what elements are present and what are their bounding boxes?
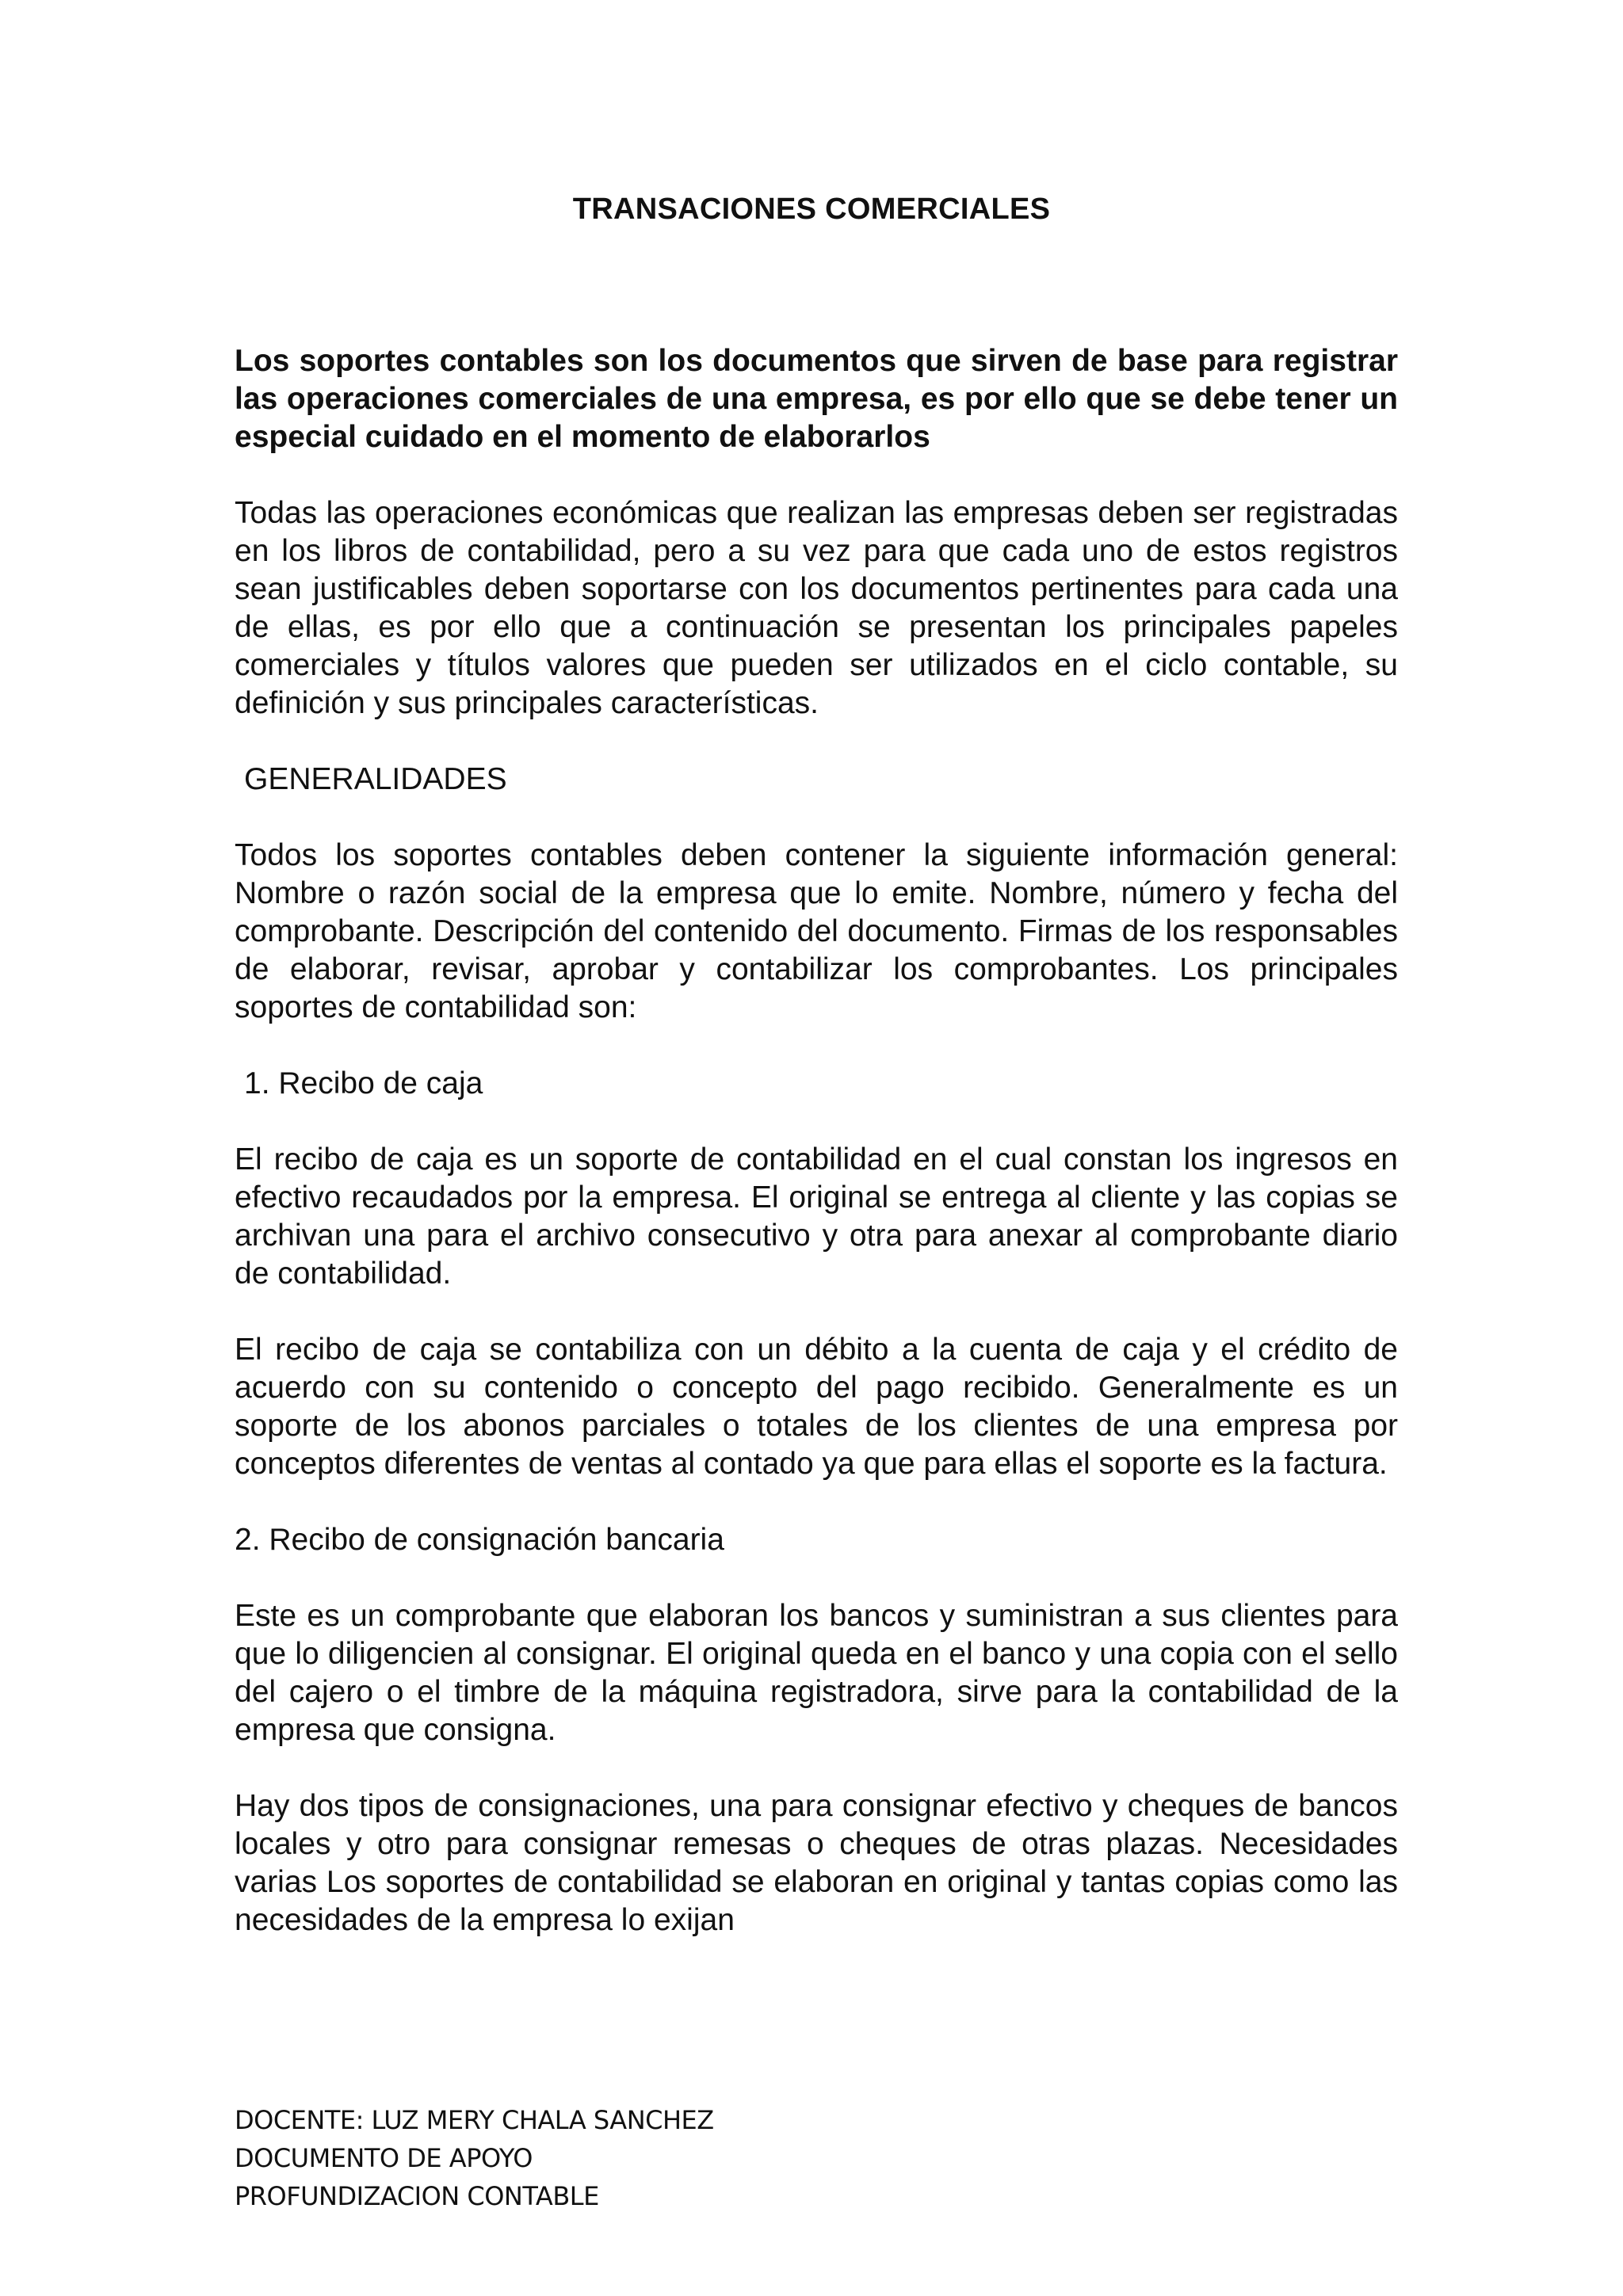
footer-course: PROFUNDIZACION CONTABLE bbox=[235, 2181, 599, 2211]
consignacion-paragraph-2: Hay dos tipos de consignaciones, una para consignar efectivo y cheques de bancos locales y otro para consignar remesas o cheques de otras plazas. Necesidades varias Los soportes de contabilidad se elaboran en original y tantas copias como las necesidades de la empresa lo exijan bbox=[235, 1789, 1398, 1937]
footer-document-type: DOCUMENTO DE APOYO bbox=[235, 2143, 533, 2173]
intro-bold-paragraph: Los soportes contables son los documentos que sirven de base para registrar las operaciones comerciales de una empresa, es por ello que se debe tener un especial cuidado en el momento de elaborarlos bbox=[235, 344, 1398, 454]
generalidades-paragraph: Todos los soportes contables deben contener la siguiente información general: Nombre o razón social de la empresa que lo emite. Nombre, número y fecha del comprobante. Descripción del contenido del documento. Firmas de los responsables de elaborar, revisar, aprobar y contabilizar los comprobantes. Los principales soportes de contabilidad son: bbox=[235, 838, 1398, 1024]
page-title: TRANSACIONES COMERCIALES bbox=[572, 193, 1051, 226]
document-body bbox=[235, 342, 1398, 1978]
recibo-caja-paragraph-1: El recibo de caja es un soporte de contabilidad en el cual constan los ingresos en efectivo recaudados por la empresa. El original se entrega al cliente y las copias se archivan una para el archivo consecutivo y otra para anexar al comprobante diario de contabilidad. bbox=[235, 1142, 1398, 1291]
recibo-caja-paragraph-2: El recibo de caja se contabiliza con un débito a la cuenta de caja y el crédito de acuerdo con su contenido o concepto del pago recibido. Generalmente es un soporte de los abonos parciales o totales de los clientes de una empresa por conceptos diferentes de ventas al contado ya que para ellas el soporte es la factura. bbox=[235, 1333, 1398, 1481]
recibo-caja-heading: 1. Recibo de caja bbox=[244, 1066, 483, 1100]
footer-teacher: DOCENTE: LUZ MERY CHALA SANCHEZ bbox=[235, 2105, 714, 2135]
page-footer bbox=[235, 2101, 714, 2215]
consignacion-paragraph-1: Este es un comprobante que elaboran los bancos y suministran a sus clientes para que lo diligencien al consignar. El original queda en el banco y una copia con el sello del cajero o el timbre de la máquina registradora, sirve para la contabilidad de la empresa que consigna. bbox=[235, 1599, 1398, 1747]
generalidades-heading: GENERALIDADES bbox=[244, 762, 507, 796]
consignacion-heading: 2. Recibo de consignación bancaria bbox=[235, 1523, 724, 1557]
intro-paragraph: Todas las operaciones económicas que realizan las empresas deben ser registradas en los libros de contabilidad, pero a su vez para que cada uno de estos registros sean justificables deben soportarse con los documentos pertinentes para cada una de ellas, es por ello que a continuación se presentan los principales papeles comerciales y títulos valores que pueden ser utilizados en el ciclo contable, su definición y sus principales características. bbox=[235, 496, 1398, 720]
